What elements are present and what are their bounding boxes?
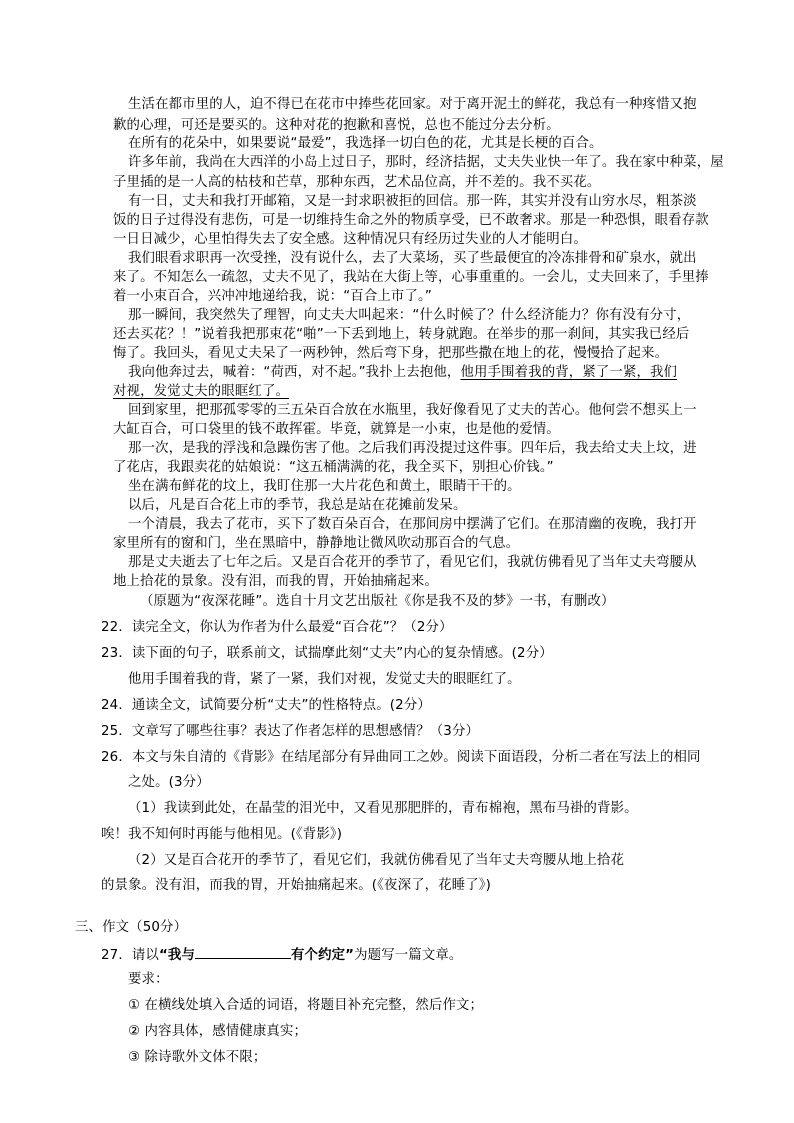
passage-line: 坐在满布鲜花的坟上，我盯住那一大片花色和黄土，眼睛干干的。 <box>128 479 521 494</box>
passage-line: 还去买花？！”说着我把那束花“啪”一下丢到地上，转身就跑。在举步的那一刹间，其实我已经后 <box>113 327 690 342</box>
passage-line: 大缸百合，可口袋里的钱不敢挥霍。毕竟，就算是一小束，也是他的爱情。 <box>113 422 560 437</box>
passage-line: 歉的心理，可还是要买的。这种对花的抱歉和喜悦，总也不能过分去分析。 <box>113 118 560 133</box>
requirement-item: ② 内容具体，感情健康真实； <box>128 1024 308 1039</box>
excerpt-2-cont: 的景象。没有泪，而我的胃，开始抽痛起来。(《夜深了，花睡了》) <box>101 878 492 893</box>
requirement-item: ③ 除诗歌外文体不限； <box>128 1050 267 1065</box>
question-25: 25．文章写了哪些往事？表达了作者怎样的思想感情？（3分） <box>101 724 480 739</box>
passage-line: 回到家里，把那孤零零的三五朵百合放在水瓶里，我好像看见了丈夫的苦心。他何尝不想买上一 <box>128 403 697 418</box>
composition-prompt <box>101 944 462 965</box>
passage-line: 着一小束百合，兴冲冲地递给我，说：“百合上市了。” <box>113 289 432 304</box>
section-heading: 三、作文（50分） <box>75 920 188 935</box>
passage-line: 地上拾花的景象。没有泪，而我的胃，开始抽痛起来。 <box>113 574 438 589</box>
passage-line: 有一日，丈夫和我打开邮箱，又是一封求职被拒的回信。那一阵，其实并没有山穷水尽，粗茶淡 <box>128 194 697 209</box>
title-blank <box>195 944 291 959</box>
passage-line: 那是丈夫逝去了七年之后。又是百合花开的季节了，看见它们，我就仿佛看见了当年丈夫弯腰从 <box>128 555 697 570</box>
passage-line: 来了。不知怎么一疏忽，丈夫不见了，我站在大街上等，心事重重的。一会儿，丈夫回来了，手里捧 <box>113 270 709 285</box>
passage-text: 我向他奔过去，喊着：“荷西，对不起。”我扑上去抱他， <box>128 365 461 380</box>
excerpt-1: （1）我读到此处，在晶莹的泪光中，又看见那肥胖的，青布棉袍，黑布马褂的背影。 <box>128 801 638 816</box>
passage-line: 饭的日子过得没有悲伤，可是一切维持生命之外的物质享受，已不敢奢求。那是一种恐惧，眼看存款 <box>113 213 709 228</box>
excerpt-1-cont: 唉！我不知何时再能与他相见。(《背影》) <box>101 827 343 842</box>
passage-line: 那一次，是我的浮浅和急躁伤害了他。之后我们再没提过这件事。四年后，我去给丈夫上坟，进 <box>128 441 697 456</box>
passage-line: 悔了。我回头，看见丈夫呆了一两秒钟，然后弯下身，把那些撒在地上的花，慢慢拾了起来。 <box>113 346 669 361</box>
underlined-sentence-end: 对视，发觉丈夫的眼眶红了。 <box>113 384 290 399</box>
title-start: “我与 <box>158 948 196 963</box>
passage-line: 家里所有的窗和门，坐在黑暗中，静静地让微风吹动那百合的气息。 <box>113 536 520 551</box>
prompt-number: 27．请以 <box>101 948 159 963</box>
passage-line: 以后，凡是百合花上市的季节，我总是站在花摊前发呆。 <box>128 498 467 513</box>
passage-line: 生活在都市里的人，迫不得已在花市中捧些花回家。对于离开泥土的鲜花，我总有一种疼惜又抱 <box>128 97 697 112</box>
passage-line: 在所有的花朵中，如果要说“最爱”，我选择一切白色的花，尤其是长梗的百合。 <box>128 136 603 151</box>
underlined-sentence: 他用手围着我的背，紧了一紧，我们 <box>460 365 678 380</box>
question-26: 26．本文与朱自清的《背影》在结尾部分有异曲同工之妙。阅读下面语段，分析二者在写法上的相同 <box>101 750 701 765</box>
title-end: 有个约定” <box>291 948 355 963</box>
question-23-quote: 他用手围着我的背，紧了一紧，我们对视，发觉丈夫的眼眶红了。 <box>128 672 521 687</box>
passage-line: 我们眼看求职再一次受挫，没有说什么，去了大菜场，买了些最便宜的冷冻排骨和矿泉水，就出 <box>128 251 697 266</box>
question-22: 22．读完全文，你认为作者为什么最爱“百合花”？（2分） <box>101 620 453 635</box>
passage-line: 那一瞬间，我突然失了理智，向丈夫大叫起来：“什么时候了？什么经济能力？你有没有分寸， <box>128 308 691 323</box>
question-23: 23．读下面的句子，联系前文，试揣摩此刻“丈夫”内心的复杂情感。(2分） <box>101 646 553 661</box>
prompt-suffix: 为题写一篇文章。 <box>354 948 463 963</box>
passage-line: 了花店，我跟卖花的姑娘说：“这五桶满满的花，我全买下，别担心价钱。” <box>113 460 554 475</box>
passage-line: 一个清晨，我去了花市，买下了数百朵百合，在那间房中摆满了它们。在那清幽的夜晚，我打开 <box>128 517 697 532</box>
excerpt-2: （2）又是百合花开的季节了，看见它们，我就仿佛看见了当年丈夫弯腰从地上拾花 <box>128 853 625 868</box>
passage-line: 一日日减少，心里怕得失去了安全感。这种情况只有经历过失业的人才能明白。 <box>113 232 587 247</box>
question-26-cont: 之处。(3分） <box>128 775 210 790</box>
passage-line: 许多年前，我尚在大西洋的小岛上过日子，那时，经济拮据，丈夫失业快一年了。我在家中种菜，屋 <box>128 155 724 170</box>
requirement-item: ① 在横线处填入合适的词语，将题目补充完整，然后作文； <box>128 998 484 1013</box>
passage-line: 子里插的是一人高的枯枝和芒草，那种东西，艺术品位高，并不差的。我不买花。 <box>113 175 601 190</box>
source-note: （原题为“夜深花睡”。选自十月文艺出版社《你是我不及的梦》一书，有删改） <box>140 594 615 609</box>
passage-line <box>128 363 677 382</box>
requirements-label: 要求： <box>128 972 169 987</box>
question-24: 24．通读全文，试简要分析“丈夫”的性格特点。(2分） <box>101 698 431 713</box>
